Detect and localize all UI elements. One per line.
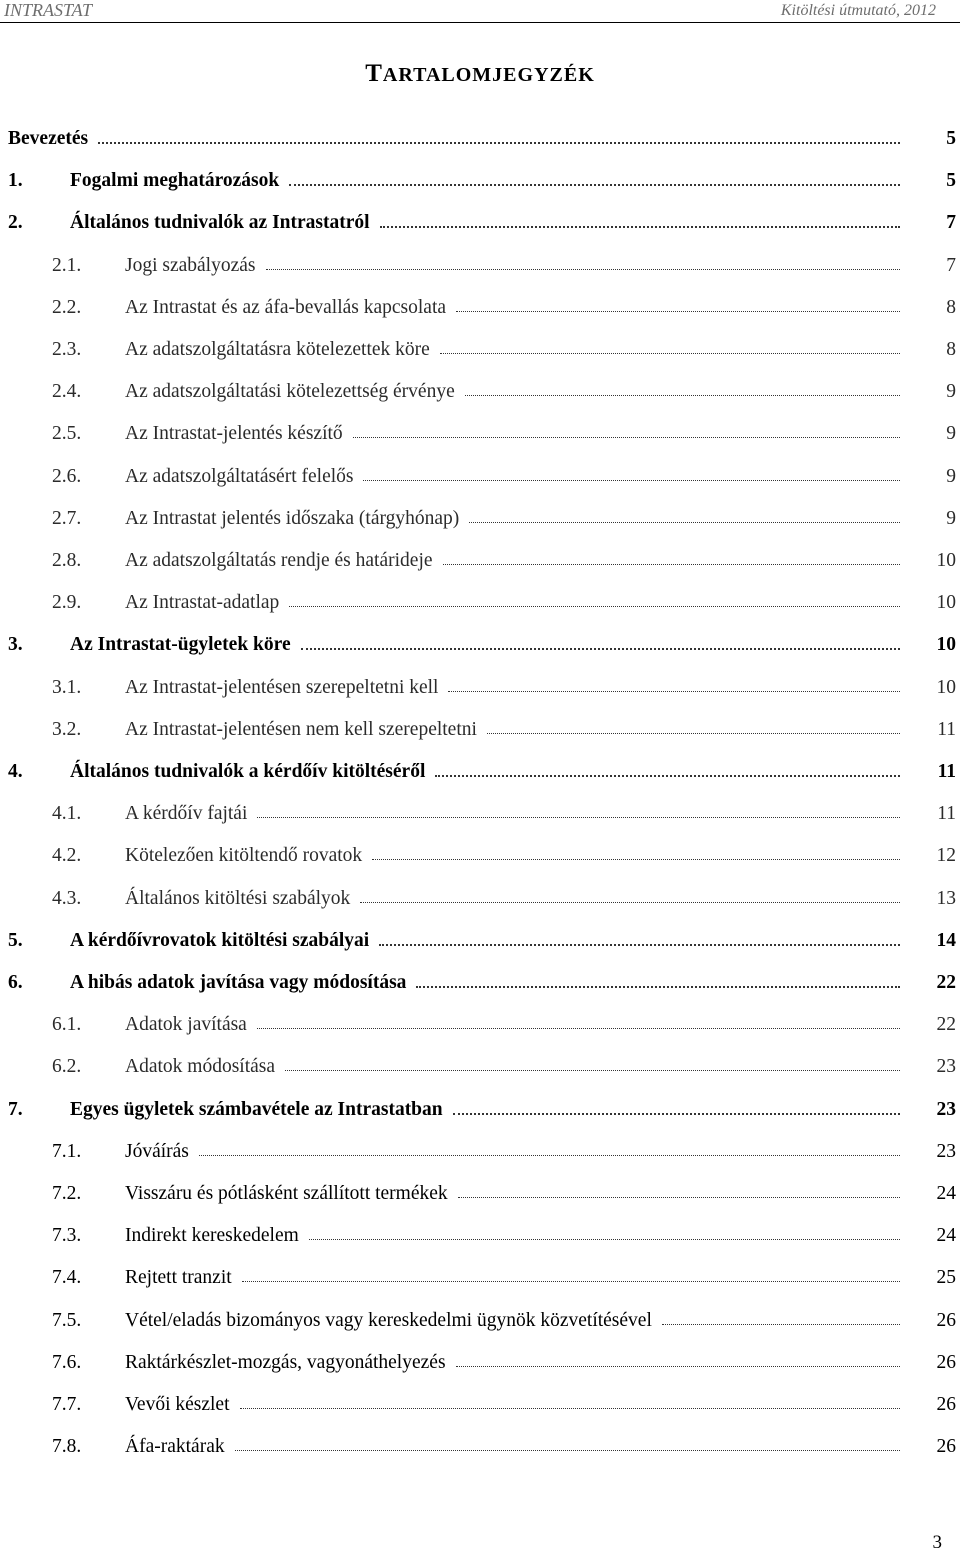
toc-entry-number: 6. — [8, 972, 23, 993]
toc-dot-leader — [240, 1408, 900, 1409]
toc-entry-number: 2.8. — [52, 550, 82, 571]
toc-entry-page: 23 — [936, 1140, 956, 1162]
toc-entry[interactable] — [0, 210, 960, 236]
toc-entry-page: 23 — [936, 1056, 956, 1078]
toc-entry-page: 14 — [936, 929, 956, 951]
toc-dot-leader — [440, 353, 900, 354]
toc-entry-page: 10 — [936, 676, 956, 698]
toc-entry-number: 7.7. — [52, 1394, 82, 1415]
toc-entry-number: 2.3. — [52, 339, 82, 360]
toc-entry-title: Az Intrastat és az áfa-bevallás kapcsolata — [125, 296, 447, 318]
toc-entry[interactable] — [0, 1223, 960, 1249]
toc-entry-title: Általános tudnivalók az Intrastatról — [70, 212, 370, 234]
toc-entry[interactable] — [0, 886, 960, 912]
toc-dot-leader — [98, 142, 900, 144]
toc-entry-page: 10 — [936, 634, 956, 656]
toc-entry-page: 24 — [936, 1225, 956, 1247]
toc-entry-title: Az Intrastat jelentés időszaka (tárgyhónap) — [125, 507, 460, 529]
toc-entry[interactable] — [0, 1392, 960, 1418]
toc-entry-title: Az Intrastat-ügyletek köre — [70, 634, 291, 656]
toc-entry-page: 22 — [936, 972, 956, 993]
toc-entry[interactable] — [0, 548, 960, 574]
toc-entry-page: 11 — [937, 761, 956, 782]
toc-entry[interactable] — [0, 1181, 960, 1207]
toc-entry-title: Visszáru és pótlásként szállított termékek — [125, 1183, 448, 1204]
toc-entry[interactable] — [0, 717, 960, 743]
toc-entry[interactable] — [0, 1097, 960, 1123]
toc-entry-page: 26 — [936, 1394, 956, 1415]
toc-entry-number: 2.1. — [52, 254, 82, 276]
toc-entry-page: 10 — [936, 592, 956, 614]
toc-entry-page: 25 — [936, 1267, 956, 1289]
toc-dot-leader — [301, 648, 900, 650]
toc-dot-leader — [363, 480, 900, 481]
toc-entry-number: 6.2. — [52, 1056, 82, 1078]
toc-entry[interactable] — [0, 1308, 960, 1334]
toc-dot-leader — [266, 269, 900, 270]
header-right: Kitöltési útmutató, 2012 — [780, 2, 936, 19]
toc-entry-title: Indirekt kereskedelem — [125, 1225, 299, 1247]
toc-entry[interactable] — [0, 1139, 960, 1165]
toc-entry-page: 8 — [946, 339, 956, 360]
toc-entry-number: 7.5. — [52, 1309, 82, 1331]
toc-entry-number: 2.4. — [52, 381, 82, 403]
page-title-initial: T — [365, 60, 383, 87]
toc-entry-number: 4.2. — [52, 845, 82, 867]
toc-dot-leader — [235, 1450, 900, 1451]
toc-entry-number: 2. — [8, 212, 23, 234]
toc-entry-title: Jóváírás — [125, 1140, 189, 1162]
toc-entry-page: 9 — [946, 381, 956, 403]
toc-dot-leader — [443, 564, 900, 565]
toc-entry-number: 7.2. — [52, 1183, 82, 1204]
toc-dot-leader — [487, 733, 900, 734]
toc-dot-leader — [309, 1239, 900, 1240]
toc-entry[interactable] — [0, 675, 960, 701]
header-left: INTRASTAT — [4, 0, 93, 20]
toc-entry-number: 3. — [8, 634, 23, 656]
toc-entry-page: 23 — [936, 1098, 956, 1120]
toc-entry[interactable] — [0, 590, 960, 616]
toc-entry-title: Vétel/eladás bizományos vagy kereskedelmi ügynök közvetítésével — [125, 1309, 652, 1331]
toc-entry-page: 9 — [946, 423, 956, 445]
toc-dot-leader — [458, 1197, 900, 1198]
toc-entry-number: 7.4. — [52, 1267, 82, 1289]
toc-entry-number: 3.2. — [52, 718, 82, 740]
toc-entry-page: 5 — [946, 170, 956, 192]
toc-entry-page: 12 — [936, 845, 956, 867]
toc-entry-page: 11 — [937, 718, 956, 740]
toc-entry[interactable] — [0, 1434, 960, 1460]
toc-entry[interactable] — [0, 295, 960, 321]
toc-entry-number: 5. — [8, 929, 23, 951]
toc-entry-title: Az adatszolgáltatásért felelős — [125, 465, 354, 487]
toc-entry-page: 10 — [936, 550, 956, 571]
toc-entry-number: 7. — [8, 1098, 23, 1120]
toc-entry-page: 13 — [936, 887, 956, 909]
toc-dot-leader — [662, 1324, 900, 1325]
toc-entry-title: Adatok javítása — [125, 1014, 247, 1036]
toc-entry-page: 26 — [936, 1436, 956, 1458]
toc-dot-leader — [289, 184, 900, 186]
toc-dot-leader — [257, 817, 900, 818]
toc-dot-leader — [380, 226, 900, 228]
toc-entry-title: Raktárkészlet-mozgás, vagyonáthelyezés — [125, 1351, 446, 1373]
toc-entry-title: Az Intrastat-jelentésen szerepeltetni kell — [125, 676, 439, 698]
toc-dot-leader — [199, 1155, 900, 1156]
toc-dot-leader — [453, 1113, 900, 1115]
toc-dot-leader — [456, 311, 900, 312]
toc-entry[interactable] — [0, 759, 960, 785]
toc-entry-title: Általános tudnivalók a kérdőív kitöltéséről — [70, 761, 426, 782]
toc-entry-page: 9 — [946, 465, 956, 487]
toc-dot-leader — [435, 775, 900, 777]
toc-dot-leader — [257, 1028, 900, 1029]
toc-dot-leader — [448, 691, 900, 692]
toc-entry[interactable] — [0, 928, 960, 954]
toc-entry[interactable] — [0, 379, 960, 405]
toc-entry[interactable] — [0, 253, 960, 279]
toc-entry[interactable] — [0, 632, 960, 658]
toc-entry-title: A hibás adatok javítása vagy módosítása — [70, 972, 407, 993]
toc-entry[interactable] — [0, 464, 960, 490]
toc-entry-title: Fogalmi meghatározások — [70, 170, 280, 192]
toc-entry-title: Bevezetés — [8, 128, 89, 149]
toc-entry[interactable] — [0, 1012, 960, 1038]
toc-dot-leader — [469, 522, 900, 523]
toc-entry-title: Kötelezően kitöltendő rovatok — [125, 845, 363, 867]
toc-entry[interactable] — [0, 126, 960, 152]
toc-entry[interactable] — [0, 337, 960, 363]
toc-entry-title: Adatok módosítása — [125, 1056, 276, 1078]
toc-entry-page: 26 — [936, 1351, 956, 1373]
toc-entry-number: 2.5. — [52, 423, 82, 445]
toc-dot-leader — [416, 986, 900, 988]
toc-entry[interactable] — [0, 1350, 960, 1376]
toc-entry-page: 22 — [936, 1014, 956, 1036]
page-number: 3 — [932, 1532, 942, 1553]
toc-entry-number: 2.2. — [52, 296, 82, 318]
toc-entry-page: 7 — [946, 212, 956, 234]
toc-dot-leader — [353, 437, 900, 438]
toc-entry-title: Az adatszolgáltatási kötelezettség érvénye — [125, 381, 455, 403]
toc-entry-page: 7 — [946, 254, 956, 276]
toc-dot-leader — [465, 395, 900, 396]
toc-dot-leader — [285, 1070, 900, 1071]
toc-entry-number: 2.9. — [52, 592, 82, 614]
toc-entry-number: 7.1. — [52, 1140, 82, 1162]
toc-entry-number: 7.3. — [52, 1225, 82, 1247]
toc-dot-leader — [372, 859, 900, 860]
toc-entry-number: 7.8. — [52, 1436, 82, 1458]
toc-entry-number: 3.1. — [52, 676, 82, 698]
toc-entry-number: 6.1. — [52, 1014, 82, 1036]
toc-entry-number: 4.3. — [52, 887, 82, 909]
toc-entry-page: 8 — [946, 296, 956, 318]
toc-dot-leader — [379, 944, 900, 946]
toc-entry-title: Egyes ügyletek számbavétele az Intrastatban — [70, 1098, 443, 1120]
toc-dot-leader — [456, 1366, 900, 1367]
toc-entry-title: Az Intrastat-jelentésen nem kell szerepeltetni — [125, 718, 477, 740]
toc-entry-number: 2.6. — [52, 465, 82, 487]
toc-entry-page: 26 — [936, 1309, 956, 1331]
toc-entry-title: Az adatszolgáltatás rendje és határideje — [125, 550, 433, 571]
toc-entry-title: Rejtett tranzit — [125, 1267, 232, 1289]
toc-entry-number: 2.7. — [52, 507, 82, 529]
toc-entry-page: 11 — [937, 803, 956, 825]
toc-entry-title: A kérdőívrovatok kitöltési szabályai — [70, 929, 370, 951]
toc-entry[interactable] — [0, 970, 960, 996]
toc-entry-number: 7.6. — [52, 1351, 82, 1373]
toc-entry-number: 1. — [8, 170, 23, 192]
toc-entry[interactable] — [0, 1265, 960, 1291]
toc-entry[interactable] — [0, 843, 960, 869]
toc-entry-page: 9 — [946, 507, 956, 529]
toc-entry[interactable] — [0, 801, 960, 827]
toc-dot-leader — [289, 606, 900, 607]
toc-entry-title: Jogi szabályozás — [125, 254, 256, 276]
toc-entry-number: 4.1. — [52, 803, 82, 825]
toc-entry[interactable] — [0, 421, 960, 447]
toc-entry-title: Áfa-raktárak — [125, 1436, 225, 1458]
toc-entry[interactable] — [0, 1054, 960, 1080]
toc-entry-title: A kérdőív fajtái — [125, 803, 248, 825]
toc-dot-leader — [242, 1281, 900, 1282]
toc-entry-title: Általános kitöltési szabályok — [125, 887, 351, 909]
toc-entry-title: Az Intrastat-jelentés készítő — [125, 423, 343, 445]
toc-dot-leader — [360, 902, 900, 903]
page-title-rest: ARTALOMJEGYZÉK — [382, 64, 595, 86]
toc-entry-title: Az Intrastat-adatlap — [125, 592, 280, 614]
toc-entry-number: 4. — [8, 761, 23, 782]
toc-entry-title: Az adatszolgáltatásra kötelezettek köre — [125, 339, 430, 360]
toc-entry[interactable] — [0, 168, 960, 194]
toc-entry[interactable] — [0, 506, 960, 532]
toc-entry-title: Vevői készlet — [125, 1394, 230, 1415]
toc-entry-page: 24 — [936, 1183, 956, 1204]
toc-entry-page: 5 — [946, 128, 956, 149]
